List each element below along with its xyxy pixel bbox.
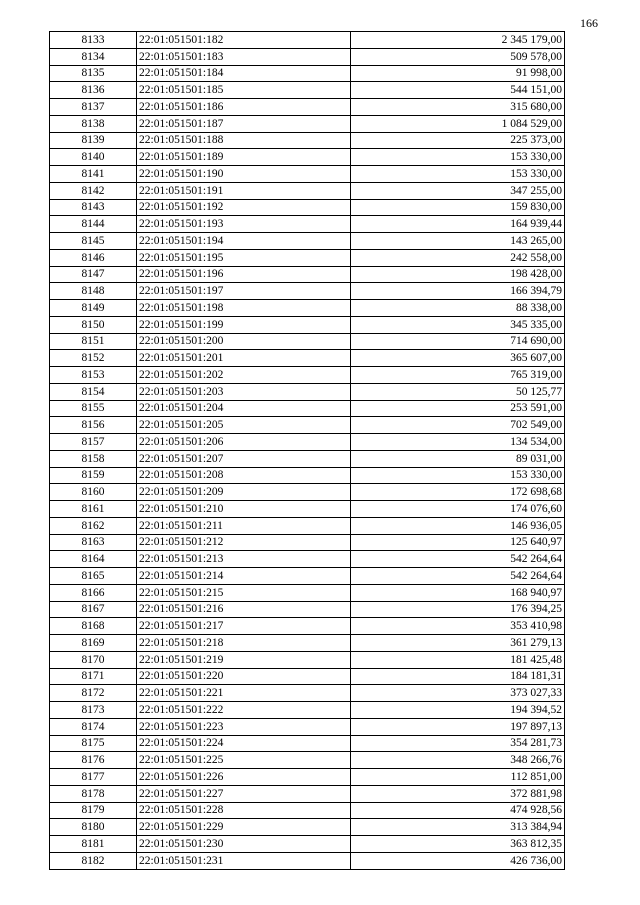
cadastral-number-cell: 22:01:051501:194 — [137, 233, 351, 250]
cadastral-number-cell: 22:01:051501:211 — [137, 517, 351, 534]
value-cell: 365 607,00 — [351, 350, 565, 367]
row-number-cell: 8135 — [50, 65, 137, 82]
cadastral-number-cell: 22:01:051501:198 — [137, 300, 351, 317]
row-number-cell: 8143 — [50, 199, 137, 216]
table-row — [50, 300, 565, 317]
table-row — [50, 484, 565, 501]
cadastral-number-cell: 22:01:051501:204 — [137, 400, 351, 417]
table-row — [50, 651, 565, 668]
table-row — [50, 852, 565, 869]
cadastral-number-cell: 22:01:051501:196 — [137, 266, 351, 283]
table-row — [50, 769, 565, 786]
value-cell: 347 255,00 — [351, 182, 565, 199]
row-number-cell: 8159 — [50, 467, 137, 484]
page-number: 166 — [580, 16, 598, 30]
value-cell: 88 338,00 — [351, 300, 565, 317]
table-row — [50, 32, 565, 49]
row-number-cell: 8160 — [50, 484, 137, 501]
cadastral-number-cell: 22:01:051501:221 — [137, 685, 351, 702]
cadastral-number-cell: 22:01:051501:184 — [137, 65, 351, 82]
cadastral-number-cell: 22:01:051501:223 — [137, 718, 351, 735]
row-number-cell: 8155 — [50, 400, 137, 417]
row-number-cell: 8138 — [50, 115, 137, 132]
value-cell: 125 640,97 — [351, 534, 565, 551]
row-number-cell: 8175 — [50, 735, 137, 752]
value-cell: 112 851,00 — [351, 769, 565, 786]
value-cell: 765 319,00 — [351, 367, 565, 384]
cadastral-number-cell: 22:01:051501:219 — [137, 651, 351, 668]
cadastral-number-cell: 22:01:051501:197 — [137, 283, 351, 300]
table-row — [50, 283, 565, 300]
table-row — [50, 819, 565, 836]
table-row — [50, 115, 565, 132]
table-row — [50, 568, 565, 585]
table-row — [50, 601, 565, 618]
table-row — [50, 434, 565, 451]
cadastral-number-cell: 22:01:051501:207 — [137, 450, 351, 467]
cadastral-number-cell: 22:01:051501:200 — [137, 333, 351, 350]
row-number-cell: 8177 — [50, 769, 137, 786]
row-number-cell: 8137 — [50, 99, 137, 116]
row-number-cell: 8146 — [50, 249, 137, 266]
table-row — [50, 501, 565, 518]
cadastral-number-cell: 22:01:051501:209 — [137, 484, 351, 501]
value-cell: 153 330,00 — [351, 166, 565, 183]
row-number-cell: 8136 — [50, 82, 137, 99]
row-number-cell: 8144 — [50, 216, 137, 233]
table-row — [50, 249, 565, 266]
table-row — [50, 702, 565, 719]
row-number-cell: 8161 — [50, 501, 137, 518]
row-number-cell: 8140 — [50, 149, 137, 166]
cadastral-number-cell: 22:01:051501:189 — [137, 149, 351, 166]
row-number-cell: 8179 — [50, 802, 137, 819]
cadastral-number-cell: 22:01:051501:212 — [137, 534, 351, 551]
row-number-cell: 8157 — [50, 434, 137, 451]
cadastral-number-cell: 22:01:051501:217 — [137, 618, 351, 635]
row-number-cell: 8181 — [50, 836, 137, 853]
value-cell: 361 279,13 — [351, 635, 565, 652]
cadastral-number-cell: 22:01:051501:202 — [137, 367, 351, 384]
cadastral-number-cell: 22:01:051501:213 — [137, 551, 351, 568]
table-row — [50, 400, 565, 417]
value-cell: 172 698,68 — [351, 484, 565, 501]
table-row — [50, 199, 565, 216]
cadastral-number-cell: 22:01:051501:191 — [137, 182, 351, 199]
value-cell: 544 151,00 — [351, 82, 565, 99]
row-number-cell: 8154 — [50, 383, 137, 400]
table-row — [50, 584, 565, 601]
row-number-cell: 8156 — [50, 417, 137, 434]
registry-table — [49, 31, 565, 870]
row-number-cell: 8134 — [50, 48, 137, 65]
value-cell: 242 558,00 — [351, 249, 565, 266]
cadastral-number-cell: 22:01:051501:188 — [137, 132, 351, 149]
row-number-cell: 8178 — [50, 785, 137, 802]
cadastral-number-cell: 22:01:051501:187 — [137, 115, 351, 132]
cadastral-number-cell: 22:01:051501:199 — [137, 316, 351, 333]
cadastral-number-cell: 22:01:051501:229 — [137, 819, 351, 836]
table-row — [50, 735, 565, 752]
row-number-cell: 8165 — [50, 568, 137, 585]
cadastral-number-cell: 22:01:051501:203 — [137, 383, 351, 400]
table-row — [50, 467, 565, 484]
cadastral-number-cell: 22:01:051501:225 — [137, 752, 351, 769]
row-number-cell: 8162 — [50, 517, 137, 534]
table-row — [50, 149, 565, 166]
table-row — [50, 99, 565, 116]
row-number-cell: 8172 — [50, 685, 137, 702]
value-cell: 153 330,00 — [351, 467, 565, 484]
row-number-cell: 8166 — [50, 584, 137, 601]
value-cell: 168 940,97 — [351, 584, 565, 601]
table-row — [50, 752, 565, 769]
table-row — [50, 685, 565, 702]
table-row — [50, 48, 565, 65]
cadastral-number-cell: 22:01:051501:205 — [137, 417, 351, 434]
cadastral-number-cell: 22:01:051501:193 — [137, 216, 351, 233]
value-cell: 542 264,64 — [351, 568, 565, 585]
table-row — [50, 333, 565, 350]
value-cell: 198 428,00 — [351, 266, 565, 283]
row-number-cell: 8182 — [50, 852, 137, 869]
value-cell: 91 998,00 — [351, 65, 565, 82]
value-cell: 354 281,73 — [351, 735, 565, 752]
row-number-cell: 8149 — [50, 300, 137, 317]
cadastral-number-cell: 22:01:051501:216 — [137, 601, 351, 618]
cadastral-number-cell: 22:01:051501:214 — [137, 568, 351, 585]
row-number-cell: 8147 — [50, 266, 137, 283]
table-row — [50, 785, 565, 802]
row-number-cell: 8173 — [50, 702, 137, 719]
cadastral-number-cell: 22:01:051501:218 — [137, 635, 351, 652]
value-cell: 166 394,79 — [351, 283, 565, 300]
value-cell: 89 031,00 — [351, 450, 565, 467]
value-cell: 373 027,33 — [351, 685, 565, 702]
table-row — [50, 182, 565, 199]
table-row — [50, 534, 565, 551]
row-number-cell: 8148 — [50, 283, 137, 300]
value-cell: 143 265,00 — [351, 233, 565, 250]
table-row — [50, 367, 565, 384]
table-row — [50, 618, 565, 635]
table-row — [50, 450, 565, 467]
cadastral-number-cell: 22:01:051501:195 — [137, 249, 351, 266]
table-row — [50, 65, 565, 82]
cadastral-number-cell: 22:01:051501:182 — [137, 32, 351, 49]
cadastral-number-cell: 22:01:051501:192 — [137, 199, 351, 216]
cadastral-number-cell: 22:01:051501:226 — [137, 769, 351, 786]
table-row — [50, 216, 565, 233]
row-number-cell: 8153 — [50, 367, 137, 384]
cadastral-number-cell: 22:01:051501:220 — [137, 668, 351, 685]
value-cell: 50 125,77 — [351, 383, 565, 400]
value-cell: 146 936,05 — [351, 517, 565, 534]
value-cell: 164 939,44 — [351, 216, 565, 233]
row-number-cell: 8180 — [50, 819, 137, 836]
cadastral-number-cell: 22:01:051501:215 — [137, 584, 351, 601]
row-number-cell: 8151 — [50, 333, 137, 350]
row-number-cell: 8176 — [50, 752, 137, 769]
table-row — [50, 166, 565, 183]
table-row — [50, 266, 565, 283]
row-number-cell: 8133 — [50, 32, 137, 49]
cadastral-number-cell: 22:01:051501:183 — [137, 48, 351, 65]
value-cell: 197 897,13 — [351, 718, 565, 735]
value-cell: 194 394,52 — [351, 702, 565, 719]
cadastral-number-cell: 22:01:051501:231 — [137, 852, 351, 869]
table-row — [50, 383, 565, 400]
cadastral-number-cell: 22:01:051501:185 — [137, 82, 351, 99]
table-row — [50, 668, 565, 685]
value-cell: 181 425,48 — [351, 651, 565, 668]
table-row — [50, 635, 565, 652]
value-cell: 315 680,00 — [351, 99, 565, 116]
row-number-cell: 8171 — [50, 668, 137, 685]
cadastral-number-cell: 22:01:051501:227 — [137, 785, 351, 802]
value-cell: 345 335,00 — [351, 316, 565, 333]
table-row — [50, 417, 565, 434]
value-cell: 702 549,00 — [351, 417, 565, 434]
row-number-cell: 8174 — [50, 718, 137, 735]
value-cell: 313 384,94 — [351, 819, 565, 836]
value-cell: 363 812,35 — [351, 836, 565, 853]
value-cell: 542 264,64 — [351, 551, 565, 568]
value-cell: 225 373,00 — [351, 132, 565, 149]
value-cell: 134 534,00 — [351, 434, 565, 451]
row-number-cell: 8167 — [50, 601, 137, 618]
value-cell: 714 690,00 — [351, 333, 565, 350]
value-cell: 184 181,31 — [351, 668, 565, 685]
cadastral-number-cell: 22:01:051501:230 — [137, 836, 351, 853]
table-row — [50, 316, 565, 333]
cadastral-number-cell: 22:01:051501:190 — [137, 166, 351, 183]
value-cell: 348 266,76 — [351, 752, 565, 769]
row-number-cell: 8142 — [50, 182, 137, 199]
value-cell: 2 345 179,00 — [351, 32, 565, 49]
row-number-cell: 8169 — [50, 635, 137, 652]
value-cell: 509 578,00 — [351, 48, 565, 65]
value-cell: 474 928,56 — [351, 802, 565, 819]
cadastral-number-cell: 22:01:051501:208 — [137, 467, 351, 484]
table-row — [50, 836, 565, 853]
value-cell: 253 591,00 — [351, 400, 565, 417]
value-cell: 153 330,00 — [351, 149, 565, 166]
value-cell: 426 736,00 — [351, 852, 565, 869]
value-cell: 1 084 529,00 — [351, 115, 565, 132]
row-number-cell: 8168 — [50, 618, 137, 635]
value-cell: 353 410,98 — [351, 618, 565, 635]
row-number-cell: 8158 — [50, 450, 137, 467]
table-row — [50, 350, 565, 367]
table-row — [50, 132, 565, 149]
table-row — [50, 517, 565, 534]
value-cell: 174 076,60 — [351, 501, 565, 518]
value-cell: 372 881,98 — [351, 785, 565, 802]
row-number-cell: 8139 — [50, 132, 137, 149]
row-number-cell: 8141 — [50, 166, 137, 183]
row-number-cell: 8170 — [50, 651, 137, 668]
table-row — [50, 82, 565, 99]
cadastral-number-cell: 22:01:051501:206 — [137, 434, 351, 451]
cadastral-number-cell: 22:01:051501:210 — [137, 501, 351, 518]
cadastral-number-cell: 22:01:051501:201 — [137, 350, 351, 367]
value-cell: 159 830,00 — [351, 199, 565, 216]
row-number-cell: 8150 — [50, 316, 137, 333]
cadastral-number-cell: 22:01:051501:228 — [137, 802, 351, 819]
table-row — [50, 802, 565, 819]
cadastral-number-cell: 22:01:051501:222 — [137, 702, 351, 719]
cadastral-number-cell: 22:01:051501:224 — [137, 735, 351, 752]
cadastral-number-cell: 22:01:051501:186 — [137, 99, 351, 116]
value-cell: 176 394,25 — [351, 601, 565, 618]
row-number-cell: 8164 — [50, 551, 137, 568]
table-row — [50, 718, 565, 735]
registry-table-body — [50, 32, 565, 870]
row-number-cell: 8152 — [50, 350, 137, 367]
row-number-cell: 8145 — [50, 233, 137, 250]
row-number-cell: 8163 — [50, 534, 137, 551]
table-row — [50, 233, 565, 250]
table-row — [50, 551, 565, 568]
